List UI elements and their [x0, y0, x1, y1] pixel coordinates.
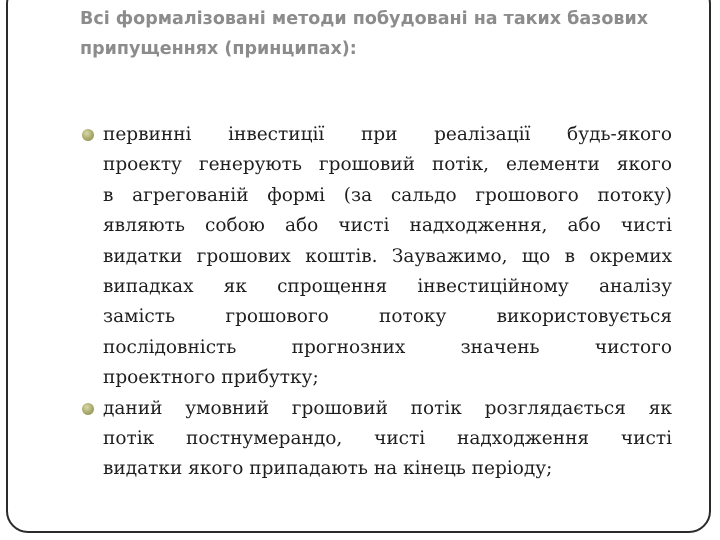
bullet-line: випадках як спрощення інвестиційному аналізу — [103, 276, 672, 298]
bullet-dot-icon — [82, 129, 94, 141]
bullet-list — [80, 120, 672, 485]
bullet-line: послідовність прогнозних значень чистого — [103, 336, 672, 358]
bullet-line: потік постнумерандо, чисті надходження чисті — [103, 428, 672, 450]
bullet-line: в агрегованій формі (за сальдо грошового потоку) — [103, 184, 672, 206]
bullet-line: проекту генерують грошовий потік, елементи якого — [103, 154, 672, 176]
bullet-line: проектного прибутку; — [103, 367, 319, 389]
slide-title-line: Всі формалізовані методи побудовані на таких базових — [80, 9, 648, 29]
bullet-line: видатки якого припадають на кінець періоду; — [103, 458, 553, 480]
slide-title-line: припущеннях (принципах): — [80, 39, 357, 59]
bullet-dot-icon — [82, 403, 94, 415]
bullet-line: первинні інвестиції при реалізації будь-якого — [103, 124, 672, 145]
bullet-line: видатки грошових коштів. Зауважимо, що в окремих — [103, 245, 672, 267]
bullet-line: являють собою або чисті надходження, або чисті — [103, 215, 672, 237]
bullet-item — [80, 120, 672, 394]
bullet-line: замість грошового потоку використовується — [103, 306, 672, 328]
slide-title — [80, 4, 680, 64]
bullet-line: даний умовний грошовий потік розглядається як — [103, 397, 672, 419]
bullet-item — [80, 394, 672, 485]
